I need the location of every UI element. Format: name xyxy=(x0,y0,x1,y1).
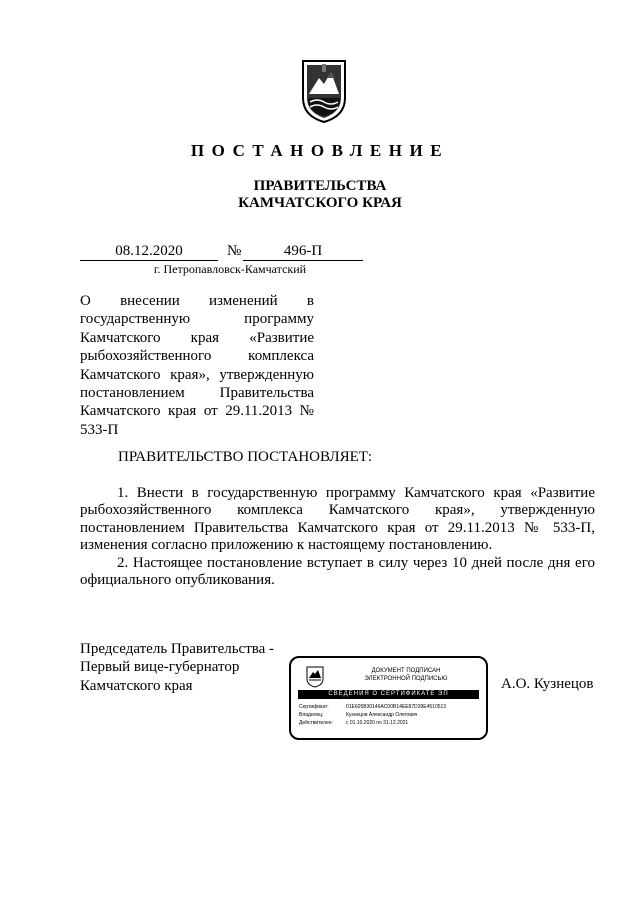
subject-line: 533-П xyxy=(80,421,119,438)
position-line: Председатель Правительства - xyxy=(80,641,275,657)
stamp-bar: СВЕДЕНИЯ О СЕРТИФИКАТЕ ЭП xyxy=(298,690,479,699)
issuer-line: КАМЧАТСКОГО КРАЯ xyxy=(238,195,402,211)
stamp-value: 01E605B30146AC00B14EE87D39E4510513 xyxy=(346,704,447,710)
subject-line: постановлением Правительства xyxy=(80,385,314,402)
signer-position xyxy=(80,640,274,695)
issuer xyxy=(0,178,640,212)
stamp-value: Кузнецов Александр Олегович xyxy=(346,712,418,718)
subject-line: Камчатского края от 29.11.2013 № xyxy=(80,403,314,420)
stamp-label: Владелец: xyxy=(299,712,324,718)
coat-of-arms-icon xyxy=(299,58,349,124)
position-line: Камчатского края xyxy=(80,677,193,694)
subject-line: Камчатского края», утвержденную xyxy=(80,366,314,383)
document-title: ПОСТАНОВЛЕНИЕ xyxy=(190,141,450,160)
stamp-valid-row xyxy=(291,719,486,727)
subject-line: О внесении изменений в xyxy=(80,293,314,309)
decree-heading: ПРАВИТЕЛЬСТВО ПОСТАНОВЛЯЕТ: xyxy=(118,449,373,465)
number-sign: № xyxy=(227,243,242,259)
coat-of-arms-icon xyxy=(305,666,325,688)
issuer-line: ПРАВИТЕЛЬСТВА xyxy=(253,178,387,194)
electronic-signature-stamp xyxy=(289,656,488,740)
paragraph: 2. Настоящее постановление вступает в силу через 10 дней после дня его официального опубликования. xyxy=(80,554,595,589)
stamp-owner-row xyxy=(291,711,486,719)
stamp-header xyxy=(331,667,481,683)
paragraph: 1. Внести в государственную программу Камчатского края «Развитие рыбохозяйственного комплекса Камчатского края», утвержденную постановлением Правительства Камчатского края от 29.11.2013 № 533-П, изменения согласно приложению к настоящему постановлению. xyxy=(80,485,595,554)
signer-name: А.О. Кузнецов xyxy=(501,676,594,692)
stamp-cert-row xyxy=(291,703,486,711)
stamp-label: Сертификат: xyxy=(299,704,329,710)
stamp-value: с 01.10.2020 по 31.12.2021 xyxy=(346,720,409,726)
document-body xyxy=(80,485,595,589)
position-line: Первый вице-губернатор xyxy=(80,659,240,676)
subject-line: рыбохозяйственного комплекса xyxy=(80,348,314,365)
stamp-header-line: ДОКУМЕНТ ПОДПИСАН xyxy=(371,668,441,674)
document-subject xyxy=(80,292,314,439)
city: г. Петропавловск-Камчатский xyxy=(153,262,307,276)
document-date: 08.12.2020 xyxy=(80,242,218,261)
stamp-header-line: ЭЛЕКТРОННОЙ ПОДПИСЬЮ xyxy=(364,676,448,682)
subject-line: государственную программу xyxy=(80,311,314,328)
subject-line: Камчатского края «Развитие xyxy=(80,329,314,346)
document-number: 496-П xyxy=(243,242,363,261)
stamp-label: Действителен: xyxy=(299,720,333,726)
